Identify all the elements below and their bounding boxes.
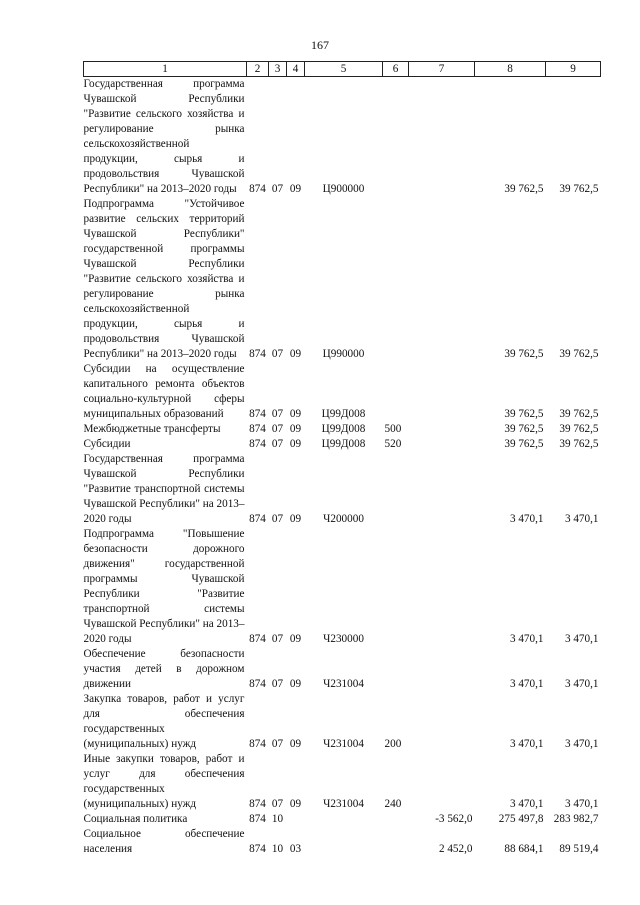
column-header: 9 — [546, 62, 601, 77]
cell-amount-a: 39 762,5 — [504, 408, 544, 420]
cell-target: Ч200000 — [323, 513, 364, 525]
cell-subsection: 09 — [289, 513, 302, 525]
cell-change — [409, 197, 475, 362]
cell-amount-a: 39 762,5 — [504, 438, 544, 450]
cell-amount-b: 3 470,1 — [564, 738, 599, 750]
cell-subsection: 03 — [289, 843, 302, 855]
cell-section: 07 — [271, 738, 284, 750]
table-header-row — [84, 62, 601, 77]
cell-ministry: 874 — [249, 438, 266, 450]
cell-amount-b: 39 762,5 — [559, 408, 599, 420]
cell-change: -3 562,0 — [435, 813, 473, 825]
table-row — [84, 452, 601, 527]
cell-amount-b: 39 762,5 — [559, 423, 599, 435]
cell-ministry: 874 — [249, 738, 266, 750]
cell-amount-b: 39 762,5 — [559, 348, 599, 360]
cell-ministry: 874 — [249, 843, 266, 855]
cell-change — [409, 422, 475, 437]
row-name: Государственная программа Чувашской Республики "Развитие транспортной системы Чувашской Республики" на 2013–2020 годы — [83, 453, 245, 525]
cell-amount-a: 39 762,5 — [504, 183, 544, 195]
column-header: 2 — [247, 62, 269, 77]
cell-section: 07 — [271, 798, 284, 810]
cell-expense-type — [383, 812, 409, 827]
row-name: Подпрограмма "Повышение безопасности дорожного движения" государственной программы Чувашской Республики "Развитие транспортной системы Чувашской Республики" на 2013–2020 годы — [83, 528, 245, 645]
cell-expense-type — [383, 362, 409, 422]
cell-change — [409, 362, 475, 422]
cell-amount-b: 39 762,5 — [559, 183, 599, 195]
cell-change — [409, 77, 475, 198]
cell-target: Ч231004 — [323, 798, 364, 810]
row-name: Иные закупки товаров, работ и услуг для обеспечения государственных (муниципальных) нужд — [83, 753, 245, 810]
cell-section: 07 — [271, 633, 284, 645]
row-name: Социальная политика — [83, 813, 188, 825]
cell-change — [409, 437, 475, 452]
cell-subsection: 09 — [289, 423, 302, 435]
column-header: 3 — [269, 62, 287, 77]
column-header: 1 — [84, 62, 247, 77]
cell-target: Ц99Д008 — [321, 423, 366, 435]
cell-ministry: 874 — [249, 633, 266, 645]
cell-ministry: 874 — [249, 798, 266, 810]
row-name: Государственная программа Чувашской Республики "Развитие сельского хозяйства и регулирование рынка сельскохозяйственной продукции, сырья и продовольствия Чувашской Республики" на 2013–2020 годы — [83, 78, 245, 195]
table-row — [84, 692, 601, 752]
cell-ministry: 874 — [249, 183, 266, 195]
cell-amount-b: 283 982,7 — [553, 813, 599, 825]
cell-amount-b: 3 470,1 — [564, 678, 599, 690]
cell-target: Ц99Д008 — [321, 438, 366, 450]
page-number: 167 — [311, 38, 329, 52]
cell-subsection: 09 — [289, 438, 302, 450]
cell-target: Ч231004 — [323, 738, 364, 750]
cell-target: Ц990000 — [322, 348, 365, 360]
table-row — [84, 647, 601, 692]
cell-expense-type — [383, 527, 409, 647]
cell-change — [409, 452, 475, 527]
cell-ministry: 874 — [249, 813, 266, 825]
row-name: Межбюджетные трансферты — [83, 423, 221, 435]
column-header: 7 — [409, 62, 475, 77]
cell-amount-a: 3 470,1 — [509, 513, 544, 525]
cell-amount-a: 3 470,1 — [509, 633, 544, 645]
cell-amount-a: 88 684,1 — [504, 843, 544, 855]
cell-section: 07 — [271, 348, 284, 360]
row-name: Субсидии — [83, 438, 131, 450]
cell-expense-type: 500 — [384, 423, 402, 435]
cell-section: 10 — [271, 843, 284, 855]
cell-expense-type: 520 — [384, 438, 402, 450]
cell-section: 10 — [271, 813, 284, 825]
cell-amount-a: 39 762,5 — [504, 423, 544, 435]
cell-amount-a: 3 470,1 — [509, 738, 544, 750]
cell-subsection: 09 — [289, 798, 302, 810]
cell-amount-a: 3 470,1 — [509, 678, 544, 690]
cell-subsection: 09 — [289, 633, 302, 645]
cell-expense-type: 200 — [384, 738, 402, 750]
cell-amount-a: 275 497,8 — [498, 813, 544, 825]
row-name: Обеспечение безопасности участия детей в дорожном движении — [83, 648, 245, 690]
cell-target — [305, 827, 383, 857]
table-row — [84, 197, 601, 362]
cell-section: 07 — [271, 183, 284, 195]
cell-amount-b: 89 519,4 — [559, 843, 599, 855]
cell-section: 07 — [271, 438, 284, 450]
row-name: Социальное обеспечение населения — [83, 828, 245, 855]
cell-section: 07 — [271, 513, 284, 525]
cell-ministry: 874 — [249, 408, 266, 420]
table-row — [84, 527, 601, 647]
budget-table — [83, 61, 601, 857]
cell-target: Ч231004 — [323, 678, 364, 690]
cell-expense-type — [383, 77, 409, 198]
cell-expense-type: 240 — [384, 798, 402, 810]
cell-expense-type — [383, 647, 409, 692]
row-name: Субсидии на осуществление капитального ремонта объектов социально-культурной сферы муниципальных образований — [83, 363, 245, 420]
table-row — [84, 77, 601, 198]
table-row — [84, 827, 601, 857]
cell-section: 07 — [271, 678, 284, 690]
cell-amount-b: 3 470,1 — [564, 633, 599, 645]
cell-expense-type — [383, 827, 409, 857]
cell-change — [409, 752, 475, 812]
cell-target: Ц99Д008 — [321, 408, 366, 420]
cell-subsection: 09 — [289, 408, 302, 420]
cell-amount-b: 39 762,5 — [559, 438, 599, 450]
cell-ministry: 874 — [249, 513, 266, 525]
cell-change — [409, 527, 475, 647]
table-row — [84, 437, 601, 452]
cell-section: 07 — [271, 408, 284, 420]
cell-change — [409, 692, 475, 752]
row-name: Подпрограмма "Устойчивое развитие сельских территорий Чувашской Республики" государственной программы Чувашской Республики "Развитие сельского хозяйства и регулирование рынка сельскохозяйственной продукции, сырья и продовольствия Чувашской Республики" на 2013–2020 годы — [83, 198, 245, 360]
table-row — [84, 812, 601, 827]
column-header: 4 — [287, 62, 305, 77]
table-row — [84, 422, 601, 437]
row-name: Закупка товаров, работ и услуг для обеспечения государственных (муниципальных) нужд — [83, 693, 245, 750]
column-header: 8 — [475, 62, 546, 77]
cell-change — [409, 647, 475, 692]
cell-ministry: 874 — [249, 678, 266, 690]
cell-subsection: 09 — [289, 678, 302, 690]
cell-amount-a: 39 762,5 — [504, 348, 544, 360]
cell-amount-b: 3 470,1 — [564, 513, 599, 525]
cell-expense-type — [383, 197, 409, 362]
cell-subsection — [287, 812, 305, 827]
cell-amount-b: 3 470,1 — [564, 798, 599, 810]
cell-ministry: 874 — [249, 348, 266, 360]
cell-ministry: 874 — [249, 423, 266, 435]
column-header: 5 — [305, 62, 383, 77]
column-header: 6 — [383, 62, 409, 77]
cell-amount-a: 3 470,1 — [509, 798, 544, 810]
cell-subsection: 09 — [289, 183, 302, 195]
cell-change: 2 452,0 — [438, 843, 473, 855]
table-row — [84, 362, 601, 422]
cell-target: Ц900000 — [322, 183, 365, 195]
cell-subsection: 09 — [289, 738, 302, 750]
cell-subsection: 09 — [289, 348, 302, 360]
cell-section: 07 — [271, 423, 284, 435]
table-row — [84, 752, 601, 812]
cell-target — [305, 812, 383, 827]
cell-target: Ч230000 — [323, 633, 364, 645]
cell-expense-type — [383, 452, 409, 527]
